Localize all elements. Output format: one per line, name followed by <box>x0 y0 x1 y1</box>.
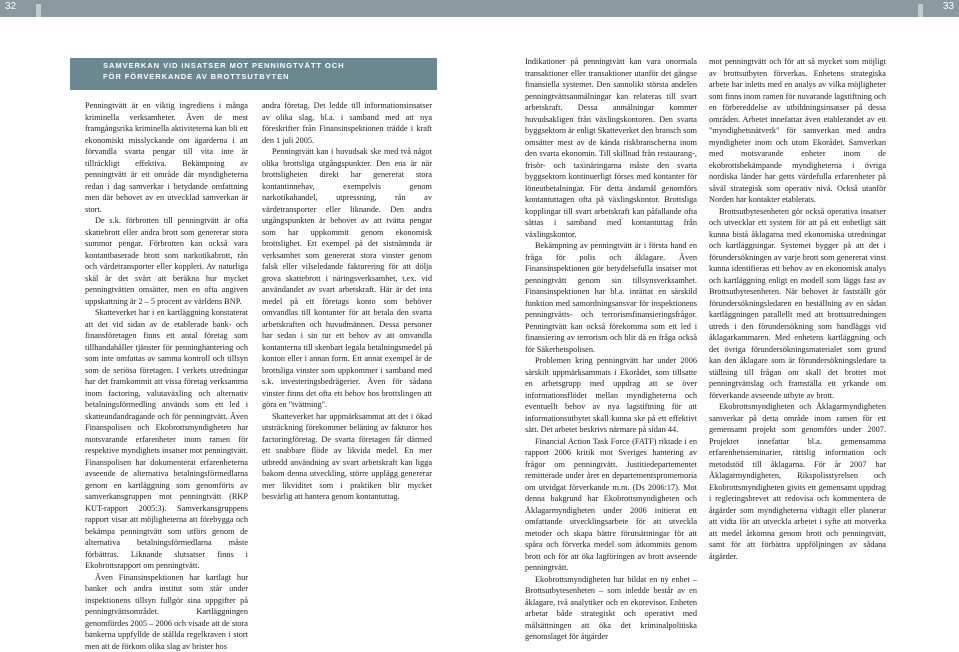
text-column-4 <box>709 56 886 568</box>
page-number-left: 32 <box>5 1 16 12</box>
paragraph: Även Finansinspektionen har kartlagt hur banker och andra institut som står under inspektionens tillsyn fullgör sina uppgifter på penningtvättsområdet. Kartläggningen genomfördes 2005 – 2006 och visade att de stora bankerna uppfyllde de ställda regelkraven i stort men att de förkom olika slag av brister hos <box>85 572 248 652</box>
section-heading <box>103 61 345 83</box>
paragraph: Indikationer på penningtvätt kan vara onormala transaktioner eller transaktioner utanför det gängse finansiella systemet. Den sannolikt största andelen penningtvättsanmälningar kan relateras till svart arbetskraft. Dessa anmälningar kommer huvudsakligen från växlingskontoren. Den svarta byggsektorn är enligt Skatteverket den bransch som omsätter mest av de kända riskbranscherna inom den svarta ekonomin. Till skillnad från restaurang-, frisör- och taxinäringarna måste den svarta byggsektorn kontinuerligt förses med kontanter för löneutbetalningar. För detta ändamål genomförs kontantuttagen ofta på växlingskontor. Brottsliga kopplingar till svart arbetskraft kan påfallande ofta sättas i samband med kontantuttag från växlingskontor. <box>525 56 697 240</box>
section-heading-box <box>70 58 437 90</box>
paragraph: Financial Action Task Force (FATF) riktade i en rapport 2006 kritik mot Sveriges hantering av frågor om penningtvätt. Justitiedepartementet remitterade under året en departementspromemoria om utvidgat förverkande m.m. (Ds 2006:17). Mot denna bakgrund har Ekobrottsmyndigheten och Åklagarmyndigheten under 2006 initierat ett omfattande utvecklingsarbete för att utveckla metoder och skapa bättre förutsättningar för att spåra och förverka medel som åtkommits genom brott och för att öka lagföringen av brott avseende penningtvätt. <box>525 436 697 574</box>
section-heading-line-1: SAMVERKAN VID INSATSER MOT PENNINGTVÄTT OCH <box>103 61 345 72</box>
page-number-right: 33 <box>943 1 954 12</box>
paragraph: Skatteverket har i en kartläggning konstaterat att det vid sidan av de etablerade bank- och finansföretagen finns ett antal företag som tillhandahåller tjänster för penninghantering och som inte omfattas av samma kontroll och tillsyn som de seriösa företagen. I verkets utredningar har det framkommit att vissa företag verksamma inom factoring, valutaväxling och alternativ betalningsförmedling används som ett led i skatteundandragande och för penningtvätt. Även Finanspolisen och Ekobrottsmyndigheten har motsvarande erfarenheter inom ramen för respektive myndighets insatser mot penningtvätt. Finanspolisen har dokumenterat erfarenheterna avseende de alternativa betalningsförmedlarna genom en kartläggning som genomförts av samverkansgruppen mot penningtvätt (RKP KUT-rapport 2005:3). Samverkansgruppens rapport visar att möjligheterna att förebygga och bekämpa penningtvätt som utförs genom de alternativa betalningsförmedlarna måste förbättras. Liknande slutsatser finns i Ekobrottsrapport om penningtvätt. <box>85 307 248 572</box>
header-marker-right <box>918 4 923 17</box>
paragraph: Penningtvätt kan i huvudsak ske med två något olika brottsliga utgångspunkter. Den ena är när brottsligheten direkt har genererat stora kontantinnehav, exempelvis genom narkotikahandel, utpressning, rån av värdetransporter eller liknande. Den andra utgångspunkten är behovet av att tvätta pengar som har uppkommit genom ekonomisk brottslighet. Ett exempel på det sistnämnda är verksamhet som genererat stora vinster genom falsk eller vilseledande fakturering för att dölja grova skattebrott i näringsverksamhet, t.ex. vid användandet av svart arbetskraft. Här är det inta medel på ett företags konto som behöver omvandlas till kontanter för att betala den svarta arbetskraften och huvudmännen. Dessa personer har sedan i sin tur ett behov av att omvandla kontanterna till skenbart legala betalningsmedel på konton eller i annan form. Ett annat exempel är de brottsliga vinster som uppkommer i samband med s.k. investeringsbedrägerier. Även för sådana vinster finns det ofta ett behov hos brottslingen att göra en "tvättning". <box>262 146 432 411</box>
page-header-bar <box>0 0 959 17</box>
paragraph: andra företag. Det ledde till informationsinsatser av olika slag, bl.a. i samband med att nya föreskrifter från Finansinspektionen trädde i kraft den 1 juli 2005. <box>262 100 432 146</box>
paragraph: Brottsutbytesenheten gör också operativa insatser och utvecklar ett system för att på ett enhetligt sätt kunna bistå åklagarna med ekonomiska utredningar och kartläggningar. Systemet bygger på att det i förundersökningen av varje brott som genererat vinst kunna identifieras ett behov av en ekonomisk analys och kartläggning enligt en modell som läggs fast av Brottsutbytesenheten. När behovet är fastställt gör förundersökningsledaren en beställning av en sådan kartläggningen parallellt med att brottsutredningen utreds i den förundersökning som handläggs vid åklagarkammaren. Med enhetens kartläggning och det övriga förundersökningsmaterialet som grund kan den åklagare som är förundersökningsledare ta ställning till frågan om skall det brottet mot penningtvättslag och framställa ett yrkande om förverkande avseende utbyte av brott. <box>709 206 886 402</box>
header-marker-left <box>36 4 41 17</box>
paragraph: De s.k. förbrotten till penningtvätt är ofta skattebrott eller andra brott som genererar stora summor pengar. Förbrotten kan också vara kontantbaserade brott som narkotikabrott, rån och värdetransporter eller koppleri. Av naturliga skäl är det svårt att beräkna hur mycket penningtvätten omsätter, men en ofta angiven uppskattning är 2 – 5 procent av världens BNP. <box>85 215 248 307</box>
paragraph: Bekämpning av penningtvätt är i första hand en fråga för polis och åklagare. Även Finansinspektionen gör betydelsefulla insatser mot penningtvätt genom sin tillsynsverksamhet. Finansinspektionen har bl.a. inrättat en särskild funktion med samordningsansvar för inspektionens penningtvätts- och terrorismfinansieringsfrågor. Penningtvätt kan också förekomma som ett led i finansiering av terrorism och blir då en fråga också för Säkerhetspolisen. <box>525 240 697 355</box>
text-column-2 <box>262 100 432 568</box>
paragraph: Penningtvätt är en viktig ingrediens i många kriminella verksamheter. Även de mest framgångsrika kriminella aktiviteterna kan bli ett ekonomiskt misslyckande om ägarderna i att förvandla svarta pengar till vita inte är tillräckligt effektiva. Bekämpning av penningtvätt är ett område där myndigheterna redan i dag samverkar i betydande omfattning men där behovet av en utvecklad samverkan är stort. <box>85 100 248 215</box>
text-column-3 <box>525 56 697 568</box>
paragraph: Problemen kring penningtvätt har under 2006 särskilt uppmärksammats i Ekorådet, som tillsatte en arbetsgrupp med uppdrag att se över informationsflödet mellan myndigheterna och eventuellt behov av nya lagstiftning för att informationsutbytet skall kunna ske på ett effektivt sätt. Det arbetet beskrivs närmare på sidan 44. <box>525 355 697 436</box>
section-heading-line-2: FÖR FÖRVERKANDE AV BROTTSUTBYTEN <box>103 72 345 83</box>
text-column-1 <box>85 100 248 568</box>
paragraph: Skatteverket har uppmärksammat att det i ökad utsträckning förekommer beläning av fakturor hos factoringföretag. De svarta företagen får därmed ett snabbare flöde av likvida medel. En mer utbredd användning av svart arbetskraft kan ligga bakom denna utveckling, större upplägg genererar mer likviditet som i praktiken blir mycket besvärlig att hantera genom kontantuttag. <box>262 411 432 503</box>
paragraph: Ekobrottsmyndigheten och Åklagarmyndigheten samverkar på detta område inom ramen för ett gemensamt projekt som genomförs under 2007. Projektet innefattar bl.a. gemensamma erfarenhetsseminarier, rättslig information och metodstöd till åklagarna. För år 2007 har Åklagarmyndigheten, Rikspolisstyrelsen och Ekobrottsmyndigheten givits ett gemensamt uppdrag i regleringsbrevet att redovisa och kommentera de åtgärder som myndigheterna vidtagit eller planerar att vidta för att utveckla arbetet i syfte att motverka att medel åtkomna genom brott och penningtvätt, samt för att förbättra uppföljningen av sådana åtgärder. <box>709 401 886 562</box>
paragraph: mot penningtvätt och för att så mycket som möjligt av brottsutbyten förverkas. Enhetens strategiska arbete har inletts med en analys av vilka möjligheter som finns inom ramen för nuvarande lagstiftning och en förbereddelse av utbildningsinsatser på dessa områden. Arbetet innefattar även etablerandet av ett "myndighetsnätverk" för samverkan med andra myndigheter inom och utom Ekorådet. Samverkan med motsvarande enheter inom de ekobrottsbekämpande myndigheterna i övriga nordiska länder har getts värdefulla erfarenheter på såväl strategisk som operativ nivå. Också utanför Norden har kontakter etablerats. <box>709 56 886 206</box>
paragraph: Ekobrottsmyndigheten har bildat en ny enhet – Brottsutbytesenheten – som inledde består av en åklagare, två analytiker och en ekorevisor. Enheten arbetar både strategiskt och operativt med målsättningen att öka det kriminalpolitiska genomslaget för åtgärder <box>525 574 697 643</box>
